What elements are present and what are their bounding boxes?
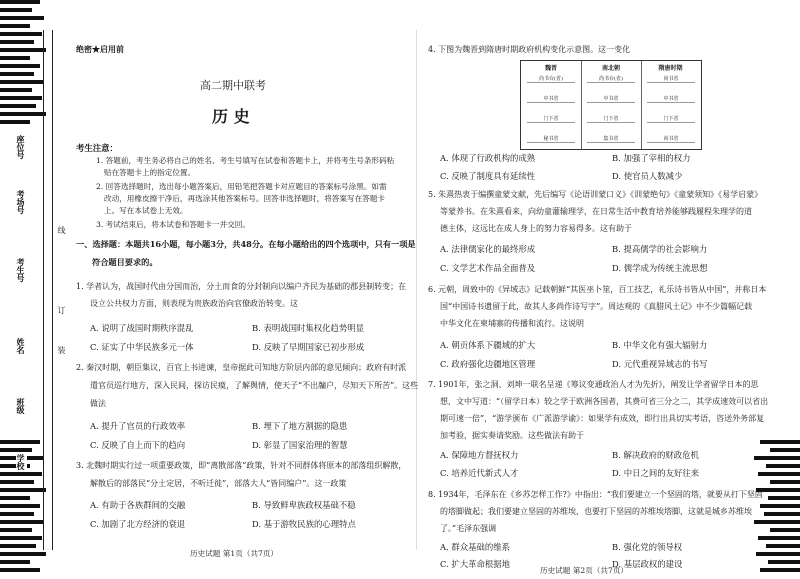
strip-bar xyxy=(756,552,800,556)
question-text: 想，文中写道：“（留学日本）较之学于欧洲各国者，其费可省三分之二，其学成速效可以省出 xyxy=(440,397,769,406)
diagram-box: 门下省 xyxy=(527,115,575,123)
school-label: 学校 xyxy=(16,454,26,470)
notice-line: 贴在答题卡上的指定位置。 xyxy=(104,168,196,177)
strip-bar xyxy=(770,528,800,532)
question-text: 的塔脚做起；我们要建立坚固的苏维埃，也要打下坚固的苏维埃塔脚，这就是城乡苏维埃 xyxy=(440,507,752,516)
strip-bar xyxy=(0,520,44,524)
strip-bar xyxy=(0,568,40,572)
option-b: B. 提高儒学的社会影响力 xyxy=(612,244,708,254)
diagram-col-head: 南北朝 xyxy=(601,65,620,72)
strip-bar xyxy=(0,560,30,564)
question-text: 期可速一倍”，“游学颁布《广派游学谕》：如果学有成效，即行出具切实考语，咨送外务部复 xyxy=(440,414,765,423)
question-text: 中华文化在柬埔寨的传播和流行。这说明 xyxy=(440,319,584,328)
option-d: D. 彰显了国家治理的智慧 xyxy=(252,440,348,450)
binding-line xyxy=(43,30,44,550)
option-c: C. 反映了自上而下的趋向 xyxy=(90,440,186,450)
seat-label: 座位号 xyxy=(16,135,26,159)
option-b: B. 加强了宰相的权力 xyxy=(612,153,691,163)
name-label: 姓名 xyxy=(16,338,26,354)
diagram-box: 中书省 xyxy=(527,95,575,103)
strip-bar xyxy=(0,72,34,76)
question-text: 7. 1901年，张之洞、刘坤一联名呈递《筹议变通政治人才为先折》，阐发让学者留学日本的思 xyxy=(428,380,759,389)
notice-line: 上。写在本试卷上无效。 xyxy=(104,206,188,215)
strip-bar xyxy=(0,64,40,68)
strip-bar xyxy=(0,24,30,28)
strip-bar xyxy=(0,504,40,508)
diagram-box: 中书省 xyxy=(647,95,695,103)
subject-title: 历 史 xyxy=(212,107,250,126)
strip-bar xyxy=(0,0,40,4)
notice-line: 2. 回答选择题时，选出每小题答案后，用铅笔把答题卡对应题目的答案标号涂黑。如需 xyxy=(96,182,387,191)
question-text: 德主体，这远比在成人身上的努力容易得多。这有助于 xyxy=(440,224,632,233)
diagram-col xyxy=(641,61,700,149)
strip-bar xyxy=(766,544,800,548)
option-b: B. 中华文化有强大辐射力 xyxy=(612,340,708,350)
strip-bar xyxy=(0,88,32,92)
question-text: 加考验，据实奏请奖励。这些做法有助于 xyxy=(440,431,584,440)
strip-bar xyxy=(0,528,32,532)
strip-bar xyxy=(0,536,42,540)
exam-title: 高二期中联考 xyxy=(200,79,266,92)
strip-bar xyxy=(0,448,32,452)
diagram-col xyxy=(521,61,582,149)
ding-label: 订 xyxy=(57,306,66,314)
question-text: 4. 下图为魏晋到隋唐时期政府机构变化示意图。这一变化 xyxy=(428,45,631,54)
strip-bar xyxy=(0,552,46,556)
question-text: 3. 北魏时期实行过一项重要政策，即“离散部落”政策，针对不同群体将原本的部落组织解散， xyxy=(76,461,407,470)
question-text: 了。”毛泽东强调 xyxy=(440,524,497,533)
diagram-box: 集书省 xyxy=(587,135,635,143)
option-d: D. 反映了早期国家已初步形成 xyxy=(252,342,365,352)
page-divider xyxy=(416,30,417,550)
diagram-col-head: 魏晋 xyxy=(544,65,557,72)
option-d: D. 基层政权的建设 xyxy=(612,559,683,569)
option-c: C. 培养近代新式人才 xyxy=(440,468,519,478)
diagram-box: 尚书台(省) xyxy=(527,75,575,83)
diagram-box: 中书省 xyxy=(587,95,635,103)
option-b: B. 解决政府的财政危机 xyxy=(612,450,699,460)
strip-bar xyxy=(770,448,800,452)
option-a: A. 法律儒家化的最终形成 xyxy=(440,244,536,254)
option-a: A. 保障地方督抚权力 xyxy=(440,450,519,460)
option-c: C. 反映了制度具有延续性 xyxy=(440,171,536,181)
strip-bar xyxy=(0,120,30,124)
strip-bar xyxy=(754,520,800,524)
option-a: A. 有助于各族群间的交融 xyxy=(90,500,186,510)
diagram-box: 秘书省 xyxy=(527,135,575,143)
option-b: B. 埋下了地方割据的隐患 xyxy=(252,421,348,431)
strip-bar xyxy=(0,48,46,52)
notice-line: 1. 答题前，考生务必将自己的姓名、考生号填写在试卷和答题卡上，并将考生号条形码粘 xyxy=(96,156,395,165)
notice-line: 改动，用橡皮擦干净后，再选涂其他答案标号。回答非选择题时，将答案写在答题卡 xyxy=(104,194,385,203)
page-footer: 历史试题 第1页（共7页） xyxy=(190,549,279,558)
option-a: A. 说明了战国时期秩序混乱 xyxy=(90,323,194,333)
option-c: C. 加剧了北方经济的衰退 xyxy=(90,519,186,529)
strip-bar xyxy=(770,480,800,484)
question-text: 8. 1934年，毛泽东在《乡苏怎样工作?》中指出：“我们要建立一个坚固的塔，就要从打下坚固 xyxy=(428,490,763,499)
option-d: D. 儒学成为传统主流思想 xyxy=(612,263,708,273)
question-text: 设立公共权力方面，则表现为贵族政治向官僚政治转变。这 xyxy=(90,299,298,308)
strip-bar xyxy=(0,488,46,492)
strip-bar xyxy=(0,80,44,84)
strip-bar xyxy=(0,544,36,548)
diagram-box: 尚书省 xyxy=(647,75,695,83)
option-c: C. 证实了中华民族多元一体 xyxy=(90,342,194,352)
notice-title: 考生注意： xyxy=(76,143,118,153)
option-d: D. 基于游牧民族的心理特点 xyxy=(252,519,356,529)
strip-bar xyxy=(760,568,800,572)
diagram-col xyxy=(581,61,642,149)
option-a: A. 朝贡体系下疆域的扩大 xyxy=(440,340,536,350)
strip-bar xyxy=(758,472,800,476)
strip-bar xyxy=(0,480,34,484)
strip-bar xyxy=(0,8,32,12)
strip-bar xyxy=(760,440,800,444)
strip-bar xyxy=(0,96,42,100)
option-a: A. 体现了行政机构的成熟 xyxy=(440,153,536,163)
strip-bar xyxy=(0,40,34,44)
strip-bar xyxy=(0,472,42,476)
secret-mark: 绝密★启用前 xyxy=(76,44,124,54)
class-label: 班级 xyxy=(16,398,26,414)
question-text: 等蒙养书。在朱熹看来，向幼童灌输理学，在日常生活中教育培养能够践履程朱理学的道 xyxy=(440,207,752,216)
diagram-box: 尚书省 xyxy=(647,135,695,143)
exam-room-label: 考场号 xyxy=(16,190,26,214)
strip-bar xyxy=(754,456,800,460)
diagram-box: 门下省 xyxy=(587,115,635,123)
option-d: D. 中日之间的友好往来 xyxy=(612,468,700,478)
notice-line: 3. 考试结束后，将本试卷和答题卡一并交回。 xyxy=(96,220,250,229)
strip-bar xyxy=(0,512,34,516)
option-c: C. 政府强化边疆地区管理 xyxy=(440,359,536,369)
zhuang-label: 装 xyxy=(57,346,66,354)
diagram-box: 尚书台(省) xyxy=(587,75,635,83)
strip-bar xyxy=(0,16,44,20)
question-text: 6. 元朝，周致中的《异域志》记载朝鲜“其医巫卜筮，百工技艺，礼乐诗书皆从中国”，并称日本 xyxy=(428,285,767,294)
strip-bar xyxy=(758,536,800,540)
binding-line xyxy=(52,30,53,550)
strip-bar xyxy=(0,32,42,36)
strip-bar xyxy=(760,504,800,508)
option-a: A. 群众基础的维系 xyxy=(440,542,510,552)
option-d: D. 使官员人数减少 xyxy=(612,171,683,181)
option-c: C. 扩大革命根据地 xyxy=(440,559,511,569)
exam-id-label: 考生号 xyxy=(16,258,26,282)
page-footer: 历史试题 第2页（共7页） xyxy=(540,566,629,575)
question-text: 2. 秦汉时期，朝臣集议，百官上书进谏，皇帝据此可知地方阶层内部的意见倾向；政府有时派 xyxy=(76,363,407,372)
strip-bar xyxy=(0,440,40,444)
diagram-box: 门下省 xyxy=(647,115,695,123)
section-heading: 符合题目要求的。 xyxy=(92,257,158,267)
option-b: B. 导致鲜卑族政权基础不稳 xyxy=(252,500,356,510)
institution-diagram xyxy=(520,60,702,150)
strip-bar xyxy=(0,112,46,116)
strip-bar xyxy=(768,496,800,500)
strip-bar xyxy=(764,512,800,516)
question-text: 解散后的部落民“分土定居，不听迁徙”，部落大人“皆同编户”。这一政策 xyxy=(90,479,347,488)
option-a: A. 提升了官员的行政效率 xyxy=(90,421,186,431)
strip-bar xyxy=(766,464,800,468)
question-text: 5. 朱熹热衷于编撰童蒙文献，先后编写《论语训蒙口义》《训蒙绝句》《童蒙须知》《易学启蒙》 xyxy=(428,190,763,199)
option-b: B. 表明战国时集权化趋势明显 xyxy=(252,323,364,333)
question-text: 遣官员巡行地方，深入民间，探访民瘼，了解舆情，使天子“不出牖户，尽知天下所苦”。这些 xyxy=(90,381,419,390)
strip-bar xyxy=(0,496,30,500)
option-b: B. 强化党的领导权 xyxy=(612,542,683,552)
strip-bar xyxy=(0,104,36,108)
section-heading: 一、选择题：本题共16小题，每小题3分，共48分。在每小题给出的四个选项中，只有一项是 xyxy=(76,239,416,249)
strip-bar xyxy=(768,560,800,564)
question-text: 1. 学者认为，战国时代由分国而治，分土而食的分封制向以编户齐民为基础的郡县制转变；在 xyxy=(76,282,407,291)
strip-bar xyxy=(0,56,30,60)
diagram-col-head: 隋唐时期 xyxy=(658,65,683,72)
option-c: C. 文学艺术作品全面普及 xyxy=(440,263,536,273)
xian-label: 线 xyxy=(57,226,66,234)
option-d: D. 元代重视异域志的书写 xyxy=(612,359,708,369)
question-text: 做法 xyxy=(90,399,106,408)
question-text: 国“中国诗书遗留于此，故其人多尚作诗写字”。周达观的《真腊风土记》中不少篇幅记载 xyxy=(440,302,753,311)
